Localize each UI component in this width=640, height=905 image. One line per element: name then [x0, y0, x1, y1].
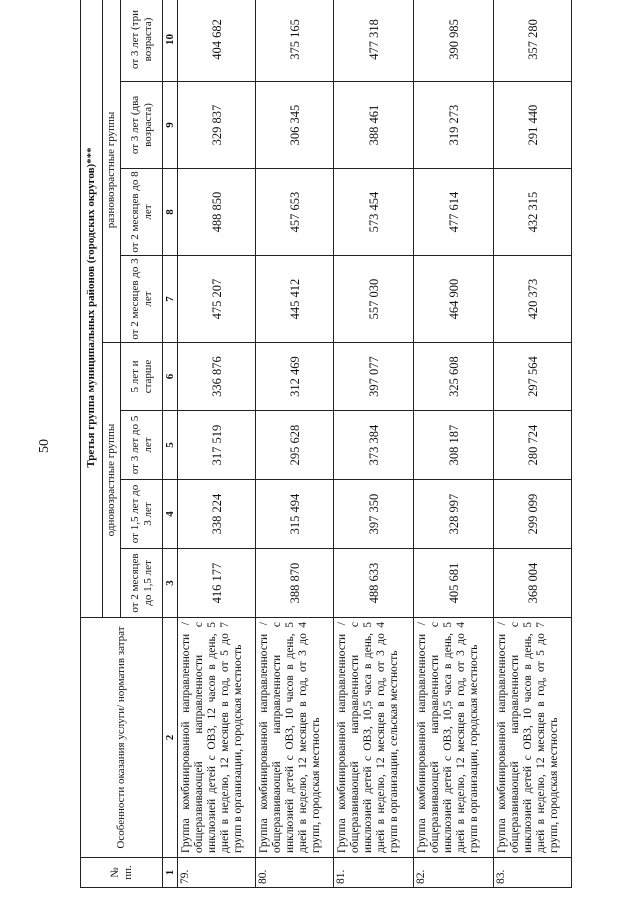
value-cell: 306 345: [256, 82, 334, 169]
row-number: 79.: [178, 858, 256, 888]
header-age-col: от 3 лет до 5 лет: [121, 411, 163, 480]
value-cell: 368 004: [494, 549, 572, 618]
value-cell: 328 997: [414, 480, 494, 549]
row-number: 80.: [256, 858, 334, 888]
value-cell: 573 454: [334, 169, 414, 256]
header-age-col: 5 лет и старше: [121, 343, 163, 411]
value-cell: 488 633: [334, 549, 414, 618]
value-cell: 420 373: [494, 256, 572, 343]
header-age-col: от 3 лет (два возраста): [121, 82, 163, 169]
column-index: 3: [163, 549, 178, 618]
column-index: 1: [163, 858, 178, 888]
page-number: 50: [37, 439, 52, 453]
column-index: 4: [163, 480, 178, 549]
row-description: Группа комбинированной направленности / общеразвивающей направленности с инклюзией детей с ОВЗ, 10,5 часа в день, 5 дней в неделю, 12 месяцев в год, от 3 до 4 групп в организации, городская местность: [414, 618, 494, 858]
value-cell: 325 608: [414, 343, 494, 411]
value-cell: 388 461: [334, 82, 414, 169]
value-cell: 357 280: [494, 0, 572, 82]
row-description: Группа комбинированной направленности / общеразвивающей направленности с инклюзией детей с ОВЗ, 10 часов в день, 5 дней в неделю, 12 месяцев в год, от 3 до 4 групп, городская местность: [256, 618, 334, 858]
table-row: [494, 0, 572, 888]
value-cell: 312 469: [256, 343, 334, 411]
column-index: 8: [163, 169, 178, 256]
column-index: 2: [163, 618, 178, 858]
table-row: [256, 0, 334, 888]
value-cell: 416 177: [178, 549, 256, 618]
row-description: Группа комбинированной направленности / общеразвивающей направленности с инклюзией детей с ОВЗ, 10 часов в день, 5 дней в неделю, 12 месяцев в год, от 5 до 7 групп, городская местность: [494, 618, 572, 858]
header-age-col: от 2 месяцев до 1,5 лет: [121, 549, 163, 618]
row-number: 82.: [414, 858, 494, 888]
value-cell: 299 099: [494, 480, 572, 549]
value-cell: 373 384: [334, 411, 414, 480]
row-number: 81.: [334, 858, 414, 888]
value-cell: 375 165: [256, 0, 334, 82]
table-row: [414, 0, 494, 888]
header-age-col: от 2 месяцев до 3 лет: [121, 256, 163, 343]
table-row: [334, 0, 414, 888]
value-cell: 397 350: [334, 480, 414, 549]
header-same-age-groups: одновозрастные группы: [103, 343, 121, 618]
row-number: 83.: [494, 858, 572, 888]
value-cell: 317 519: [178, 411, 256, 480]
value-cell: 338 224: [178, 480, 256, 549]
value-cell: 404 682: [178, 0, 256, 82]
value-cell: 315 494: [256, 480, 334, 549]
value-cell: 397 077: [334, 343, 414, 411]
value-cell: 308 187: [414, 411, 494, 480]
header-group-title: Третья группа муниципальных районов (городских округов)***: [81, 0, 103, 618]
value-cell: 390 985: [414, 0, 494, 82]
value-cell: 388 870: [256, 549, 334, 618]
table-row: [178, 0, 256, 888]
rotated-table-container: [80, 0, 570, 888]
column-index: 7: [163, 256, 178, 343]
value-cell: 336 876: [178, 343, 256, 411]
row-description: Группа комбинированной направленности / общеразвивающей направленности с инклюзией детей с ОВЗ, 10,5 часа в день, 5 дней в неделю, 12 месяцев в год, от 3 до 4 групп в организации, сельская местность: [334, 618, 414, 858]
value-cell: 291 440: [494, 82, 572, 169]
row-description: Группа комбинированной направленности / общеразвивающей направленности с инклюзией детей с ОВЗ, 12 часов в день, 5 дней в неделю, 12 месяцев в год, от 5 до 7 групп в организации, городская местность: [178, 618, 256, 858]
column-index: 10: [163, 0, 178, 82]
column-index: 9: [163, 82, 178, 169]
value-cell: 477 318: [334, 0, 414, 82]
value-cell: 280 724: [494, 411, 572, 480]
column-index: 6: [163, 343, 178, 411]
value-cell: 295 628: [256, 411, 334, 480]
header-age-col: от 1,5 лет до 3 лет: [121, 480, 163, 549]
value-cell: 445 412: [256, 256, 334, 343]
value-cell: 557 030: [334, 256, 414, 343]
value-cell: 405 681: [414, 549, 494, 618]
column-index: 5: [163, 411, 178, 480]
header-age-col: от 2 месяцев до 8 лет: [121, 169, 163, 256]
header-num: № пп.: [81, 858, 163, 888]
cost-norms-table: [80, 0, 572, 888]
value-cell: 329 837: [178, 82, 256, 169]
value-cell: 319 273: [414, 82, 494, 169]
header-age-col: от 3 лет (три возраста): [121, 0, 163, 82]
value-cell: 297 564: [494, 343, 572, 411]
header-mixed-age-groups: разновозрастные группы: [103, 0, 121, 343]
value-cell: 488 850: [178, 169, 256, 256]
value-cell: 477 614: [414, 169, 494, 256]
value-cell: 457 653: [256, 169, 334, 256]
value-cell: 464 900: [414, 256, 494, 343]
header-description: Особенности оказания услуги/ норматив затрат: [81, 618, 163, 858]
value-cell: 432 315: [494, 169, 572, 256]
value-cell: 475 207: [178, 256, 256, 343]
